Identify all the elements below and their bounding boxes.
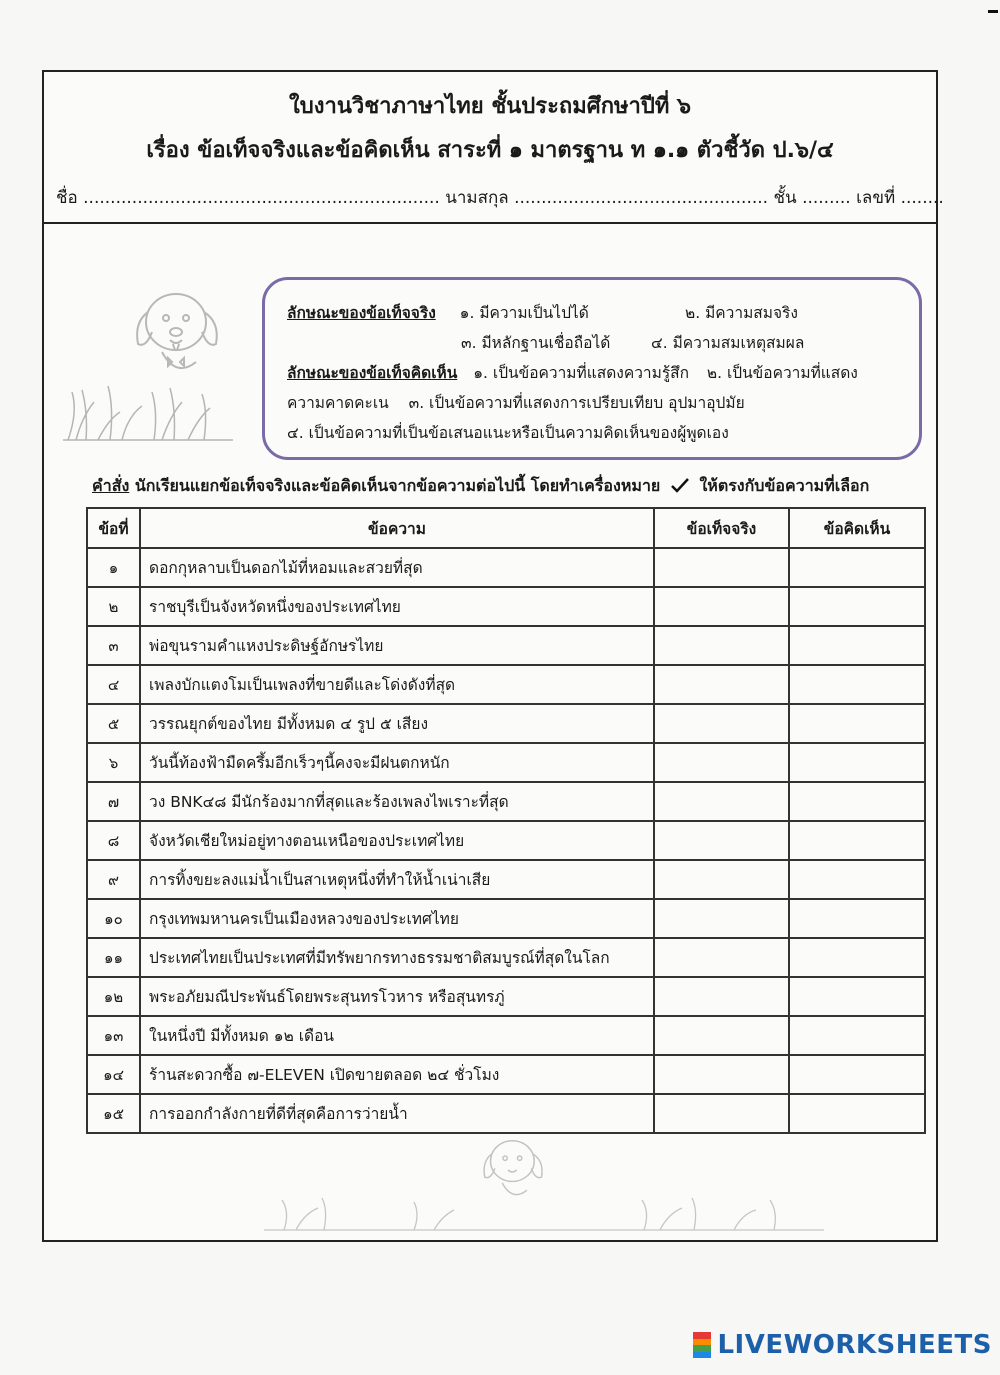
row-number: ๓: [87, 626, 140, 665]
row-number: ๖: [87, 743, 140, 782]
header-fact: ข้อเท็จจริง: [654, 508, 789, 548]
row-number: ๑๐: [87, 899, 140, 938]
opinion-traits-line-1: [287, 360, 858, 385]
fact-answer-cell[interactable]: [654, 743, 789, 782]
fact-answer-cell[interactable]: [654, 626, 789, 665]
number-field[interactable]: ........: [900, 188, 944, 208]
opinion-answer-cell[interactable]: [789, 860, 925, 899]
row-statement: ในหนึ่งปี มีทั้งหมด ๑๒ เดือน: [140, 1016, 654, 1055]
row-statement: จังหวัดเชียใหม่อยู่ทางตอนเหนือของประเทศไทย: [140, 821, 654, 860]
opinion-answer-cell[interactable]: [789, 626, 925, 665]
fact-answer-cell[interactable]: [654, 938, 789, 977]
row-statement: ร้านสะดวกซื้อ ๗-ELEVEN เปิดขายตลอด ๒๔ ชั่วโมง: [140, 1055, 654, 1094]
logo-mark-icon: [693, 1332, 711, 1358]
student-info-line: [56, 184, 944, 211]
fact-trait-1: ๑. มีความเป็นไปได้: [459, 304, 589, 322]
row-number: ๑๑: [87, 938, 140, 977]
opinion-trait-3: ๓. เป็นข้อความที่แสดงการเปรียบเทียบ อุปมาอุปมัย: [408, 394, 745, 412]
row-statement: วันนี้ท้องฟ้ามืดครึ้มอีกเร็วๆนี้คงจะมีฝนตกหนัก: [140, 743, 654, 782]
fact-trait-4: ๔. มีความสมเหตุสมผล: [651, 334, 805, 352]
row-statement: เพลงบักแตงโมเป็นเพลงที่ขายดีและโด่งดังที่สุด: [140, 665, 654, 704]
row-number: ๑๓: [87, 1016, 140, 1055]
fact-heading: ลักษณะของข้อเท็จจริง: [287, 304, 436, 322]
opinion-answer-cell[interactable]: [789, 1055, 925, 1094]
opinion-answer-cell[interactable]: [789, 548, 925, 587]
class-field[interactable]: .........: [802, 188, 851, 208]
opinion-answer-cell[interactable]: [789, 782, 925, 821]
fact-trait-2: ๒. มีความสมจริง: [685, 304, 798, 322]
table-row: [87, 743, 925, 782]
table-row: [87, 821, 925, 860]
instruction-line: [92, 474, 922, 499]
fact-answer-cell[interactable]: [654, 704, 789, 743]
instruction-label: คำสั่ง: [92, 476, 130, 495]
worksheet-frame: [42, 70, 944, 1242]
opinion-answer-cell[interactable]: [789, 977, 925, 1016]
header-opinion: ข้อคิดเห็น: [789, 508, 925, 548]
row-number: ๒: [87, 587, 140, 626]
row-number: ๗: [87, 782, 140, 821]
table-row: [87, 548, 925, 587]
row-statement: วรรณยุกต์ของไทย มีทั้งหมด ๔ รูป ๕ เสียง: [140, 704, 654, 743]
class-label: ชั้น: [773, 188, 797, 208]
fact-trait-3: ๓. มีหลักฐานเชื่อถือได้: [461, 334, 611, 352]
table-row: [87, 860, 925, 899]
table-row: [87, 626, 925, 665]
row-statement: พระอภัยมณีประพันธ์โดยพระสุนทรโวหาร หรือสุนทรภู่: [140, 977, 654, 1016]
worksheet-header: [44, 72, 944, 224]
row-number: ๕: [87, 704, 140, 743]
table-row: [87, 704, 925, 743]
fact-answer-cell[interactable]: [654, 587, 789, 626]
table-row: [87, 1094, 925, 1133]
row-number: ๙: [87, 860, 140, 899]
table-header-row: [87, 508, 925, 548]
row-statement: ราชบุรีเป็นจังหวัดหนึ่งของประเทศไทย: [140, 587, 654, 626]
row-statement: ดอกกุหลาบเป็นดอกไม้ที่หอมและสวยที่สุด: [140, 548, 654, 587]
instruction-text: นักเรียนแยกข้อเท็จจริงและข้อคิดเห็นจากข้อความต่อไปนี้ โดยทำเครื่องหมาย: [134, 476, 661, 495]
table-row: [87, 899, 925, 938]
surname-label: นามสกุล: [445, 188, 509, 208]
row-statement: การออกกำลังกายที่ดีที่สุดคือการว่ายน้ำ: [140, 1094, 654, 1133]
fact-answer-cell[interactable]: [654, 1055, 789, 1094]
opinion-answer-cell[interactable]: [789, 938, 925, 977]
opinion-answer-cell[interactable]: [789, 743, 925, 782]
grass-illustration-bottom-icon: [264, 1192, 824, 1232]
opinion-trait-1: ๑. เป็นข้อความที่แสดงความรู้สึก: [473, 364, 689, 382]
opinion-trait-4: ๔. เป็นข้อความที่เป็นข้อเสนอแนะหรือเป็นความคิดเห็นของผู้พูดเอง: [287, 424, 729, 442]
checkmark-icon: [670, 477, 690, 493]
liveworksheets-logo: [693, 1325, 992, 1365]
fact-answer-cell[interactable]: [654, 1016, 789, 1055]
name-field[interactable]: ..................................................................: [83, 188, 440, 208]
row-number: ๑: [87, 548, 140, 587]
table-row: [87, 587, 925, 626]
info-box: [262, 277, 922, 460]
answer-table: [86, 507, 926, 1134]
row-statement: การทิ้งขยะลงแม่น้ำเป็นสาเหตุหนึ่งที่ทำให้น้ำเน่าเสีย: [140, 860, 654, 899]
row-statement: ประเทศไทยเป็นประเทศที่มีทรัพยากรทางธรรมชาติสมบูรณ์ที่สุดในโลก: [140, 938, 654, 977]
table-row: [87, 938, 925, 977]
worksheet-title: ใบงานวิชาภาษาไทย ชั้นประถมศึกษาปีที่ ๖: [289, 94, 691, 119]
table-row: [87, 1055, 925, 1094]
fact-answer-cell[interactable]: [654, 782, 789, 821]
row-number: ๘: [87, 821, 140, 860]
table-row: [87, 977, 925, 1016]
opinion-answer-cell[interactable]: [789, 821, 925, 860]
row-statement: วง BNK๔๘ มีนักร้องมากที่สุดและร้องเพลงไพเราะที่สุด: [140, 782, 654, 821]
header-statement: ข้อความ: [140, 508, 654, 548]
header-number: ข้อที่: [87, 508, 140, 548]
row-statement: กรุงเทพมหานครเป็นเมืองหลวงของประเทศไทย: [140, 899, 654, 938]
fact-answer-cell[interactable]: [654, 977, 789, 1016]
surname-field[interactable]: ...............................................: [514, 188, 769, 208]
grass-illustration-icon: [58, 372, 238, 442]
opinion-trait-2: ๒. เป็นข้อความที่แสดง: [706, 364, 858, 382]
row-number: ๑๕: [87, 1094, 140, 1133]
table-row: [87, 665, 925, 704]
row-number: ๔: [87, 665, 140, 704]
fact-answer-cell[interactable]: [654, 821, 789, 860]
number-label: เลขที่: [856, 188, 896, 208]
instruction-text-after: ให้ตรงกับข้อความที่เลือก: [699, 476, 870, 495]
opinion-answer-cell[interactable]: [789, 899, 925, 938]
opinion-answer-cell[interactable]: [789, 1094, 925, 1133]
opinion-answer-cell[interactable]: [789, 1016, 925, 1055]
scan-corner-mark: [984, 0, 1000, 22]
fact-traits-line-1: [287, 300, 589, 325]
opinion-answer-cell[interactable]: [789, 587, 925, 626]
opinion-heading: ลักษณะของข้อเท็จคิดเห็น: [287, 364, 458, 382]
table-row: [87, 782, 925, 821]
fact-answer-cell[interactable]: [654, 665, 789, 704]
opinion-trait-2-cont: ความคาดคะเน: [287, 394, 389, 412]
fact-answer-cell[interactable]: [654, 548, 789, 587]
worksheet-subtitle: เรื่อง ข้อเท็จจริงและข้อคิดเห็น สาระที่ ๑ มาตรฐาน ท ๑.๑ ตัวชี้วัด ป.๖/๔: [146, 138, 834, 163]
logo-text: LIVEWORKSHEETS: [717, 1330, 992, 1360]
name-label: ชื่อ: [56, 188, 78, 208]
fact-answer-cell[interactable]: [654, 1094, 789, 1133]
fact-answer-cell[interactable]: [654, 899, 789, 938]
table-row: [87, 1016, 925, 1055]
opinion-answer-cell[interactable]: [789, 665, 925, 704]
row-statement: พ่อขุนรามคำแหงประดิษฐ์อักษรไทย: [140, 626, 654, 665]
opinion-answer-cell[interactable]: [789, 704, 925, 743]
opinion-traits-line-2: [287, 390, 745, 415]
row-number: ๑๔: [87, 1055, 140, 1094]
row-number: ๑๒: [87, 977, 140, 1016]
fact-answer-cell[interactable]: [654, 860, 789, 899]
